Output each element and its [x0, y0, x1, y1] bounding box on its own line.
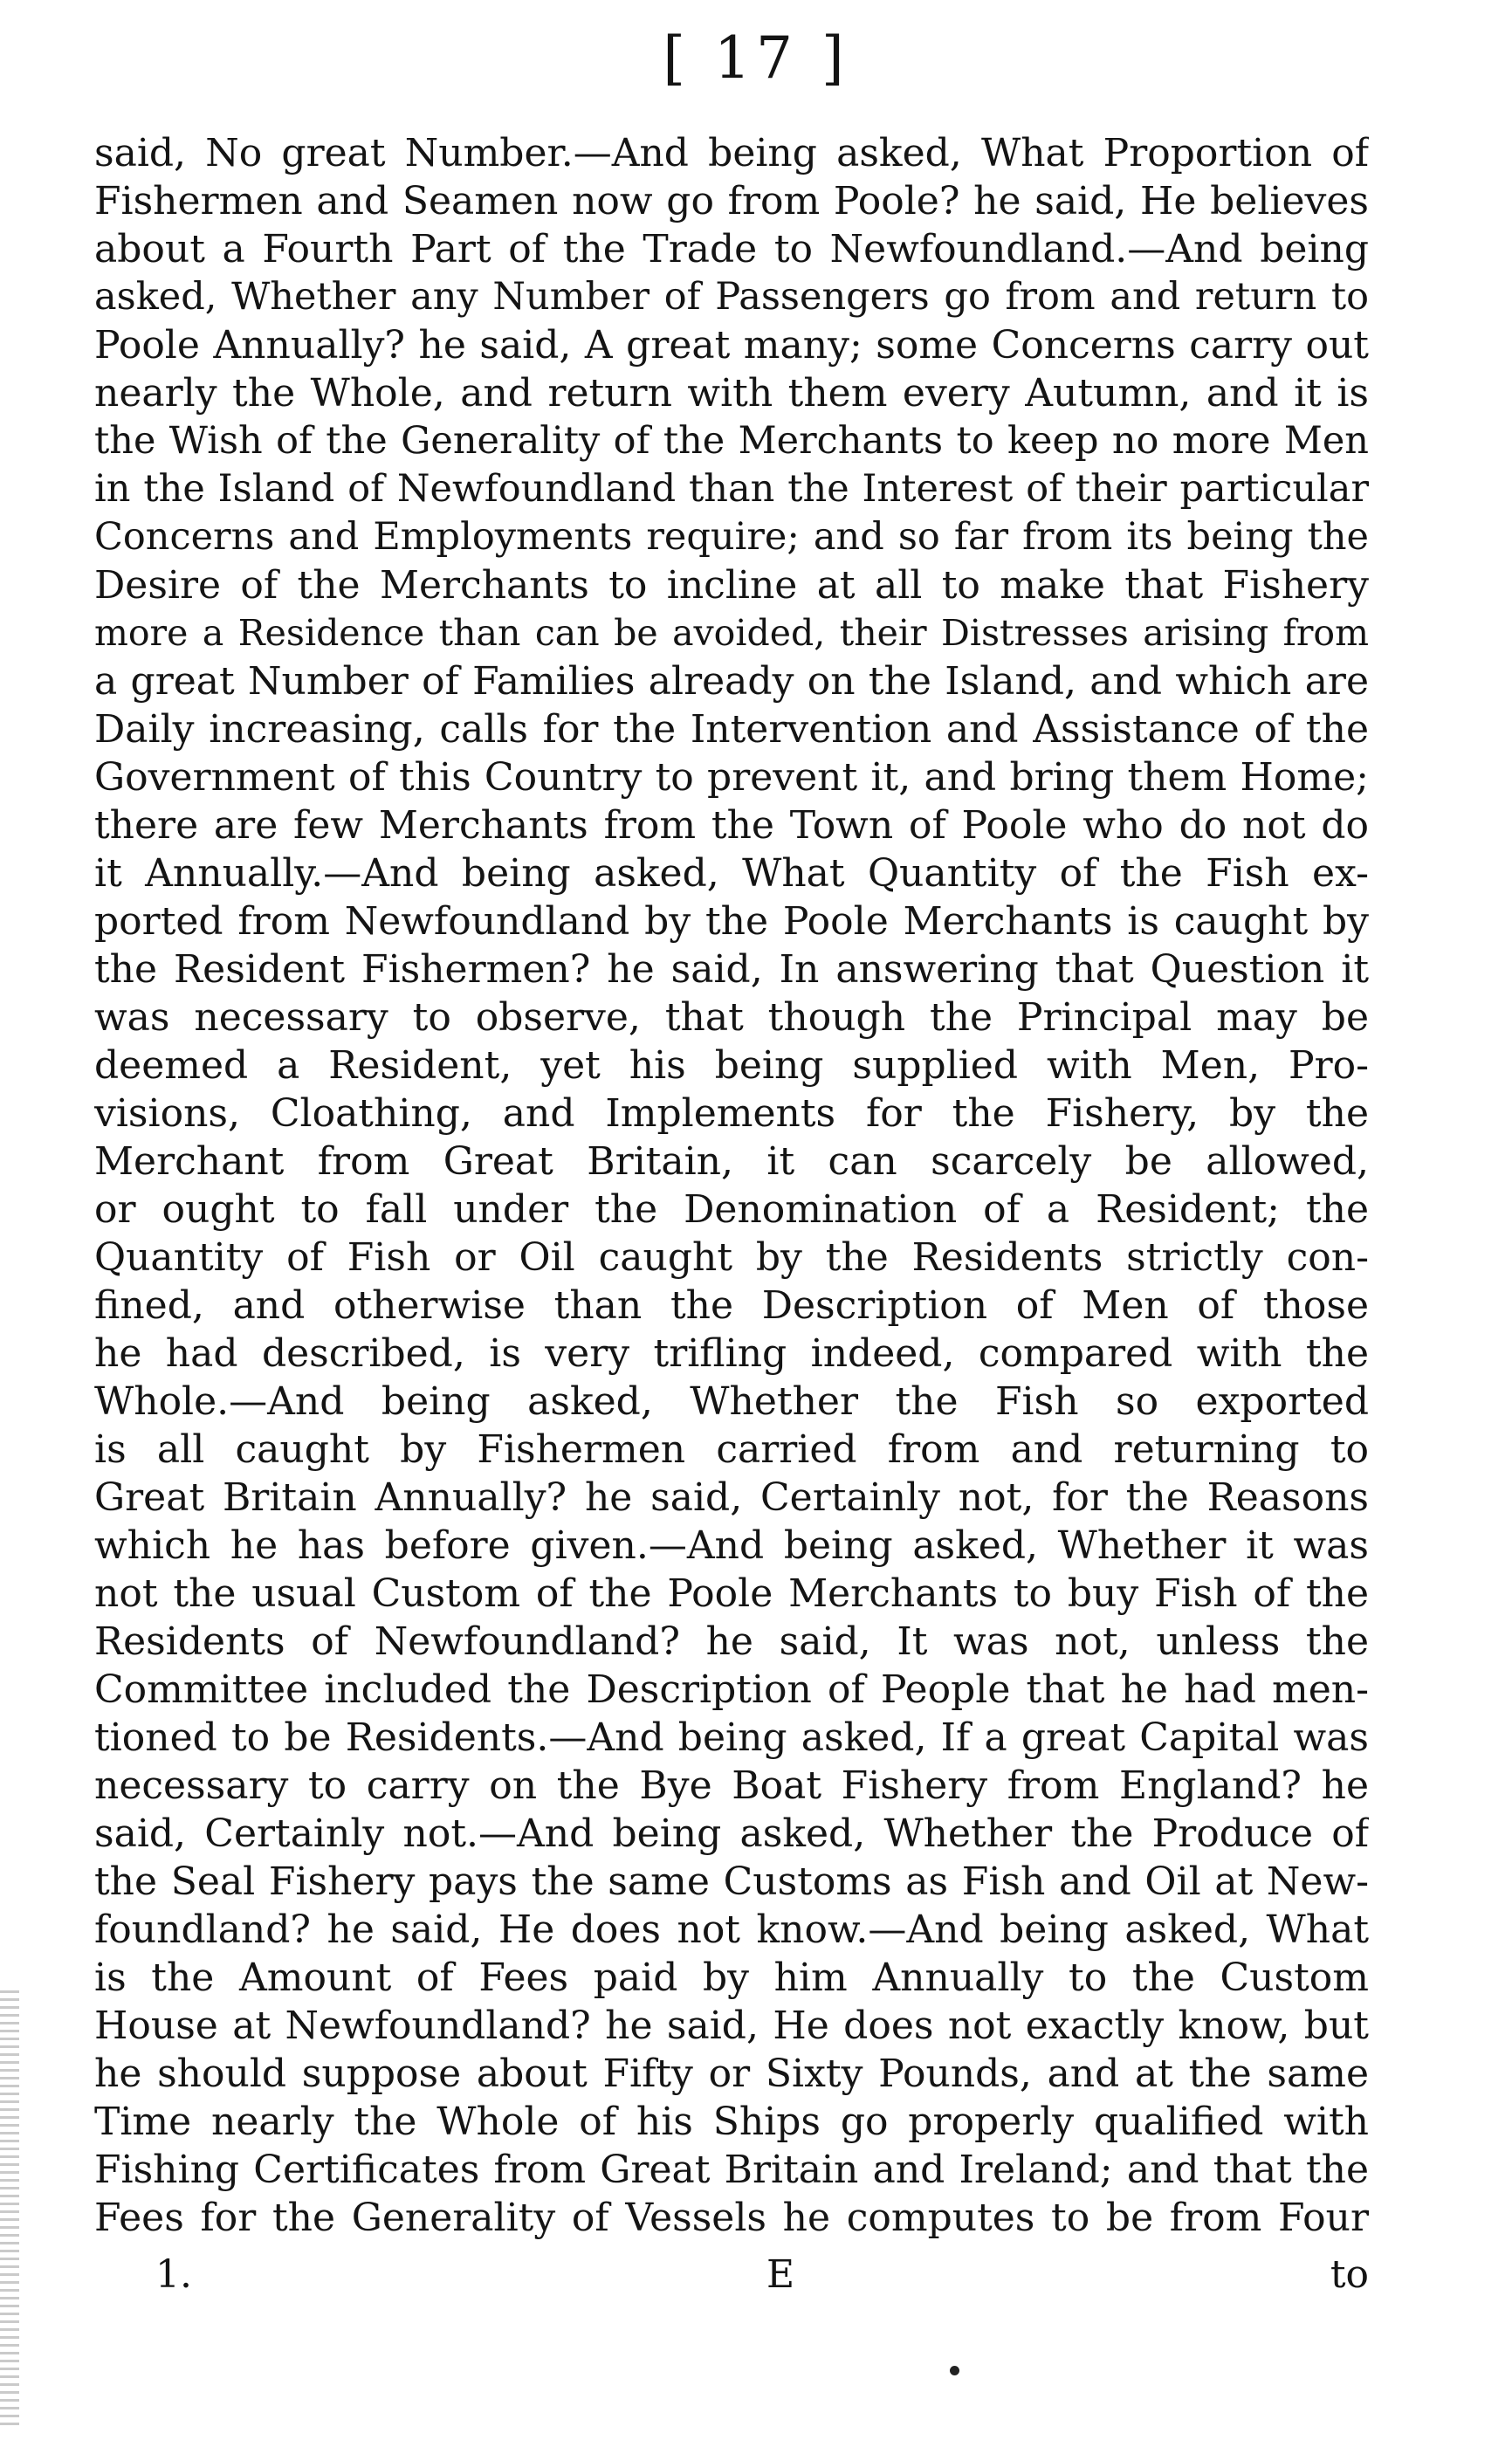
text-line: not the usual Custom of the Poole Merchants to buy Fish of the [94, 1571, 1369, 1616]
text-line: the Wish of the Generality of the Merchants to keep no more Men [94, 419, 1369, 463]
text-line: Desire of the Merchants to incline at all to make that Fishery [94, 563, 1369, 608]
text-line: Fishing Certificates from Great Britain and Ireland; and that the [94, 2148, 1369, 2192]
text-line: Committee included the Description of People that he had men- [94, 1667, 1369, 1712]
text-line: nearly the Whole, and return with them every Autumn, and it is [94, 371, 1369, 416]
text-line: Time nearly the Whole of his Ships go properly qualified with [94, 2100, 1369, 2144]
text-line: Fees for the Generality of Vessels he computes to be from Four [94, 2196, 1369, 2240]
body-text [94, 129, 1369, 2242]
text-line: Residents of Newfoundland? he said, It was not, unless the [94, 1619, 1369, 1664]
text-line: Daily increasing, calls for the Intervention and Assistance of the [94, 707, 1369, 752]
text-line: foundland? he said, He does not know.—And being asked, What [94, 1907, 1369, 1952]
signature-number: 1. [155, 2252, 192, 2297]
text-line: a great Number of Families already on the Island, and which are [94, 659, 1369, 704]
text-line: said, No great Number.—And being asked, What Proportion of [94, 131, 1369, 175]
text-line: House at Newfoundland? he said, He does not exactly know, but [94, 2004, 1369, 2048]
text-line: asked, Whether any Number of Passengers go from and return to [94, 275, 1369, 319]
text-line: the Resident Fishermen? he said, In answering that Question it [94, 947, 1369, 992]
signature-letter: E [766, 2252, 795, 2297]
text-line: was necessary to observe, that though the Principal may be [94, 995, 1369, 1040]
page-number: [ 17 ] [663, 24, 849, 92]
ink-speck [950, 2366, 959, 2375]
text-line: there are few Merchants from the Town of Poole who do not do [94, 803, 1369, 848]
binding-edge-shadow [0, 1990, 19, 2427]
catchword: to [1330, 2252, 1369, 2297]
text-line: fined, and otherwise than the Description of Men of those [94, 1283, 1369, 1328]
text-line: tioned to be Residents.—And being asked, If a great Capital was [94, 1715, 1369, 1760]
text-line: the Seal Fishery pays the same Customs as Fish and Oil at New- [94, 1859, 1369, 1904]
text-line: in the Island of Newfoundland than the Interest of their particular [94, 467, 1369, 511]
text-line: Concerns and Employments require; and so far from its being the [94, 515, 1369, 559]
text-line: visions, Cloathing, and Implements for the Fishery, by the [94, 1091, 1369, 1136]
text-line: it Annually.—And being asked, What Quantity of the Fish ex- [94, 851, 1369, 896]
text-line: is the Amount of Fees paid by him Annually to the Custom [94, 1956, 1369, 2000]
text-line: necessary to carry on the Bye Boat Fishery from England? he [94, 1763, 1369, 1808]
text-line: ported from Newfoundland by the Poole Merchants is caught by [94, 899, 1369, 944]
text-line: Merchant from Great Britain, it can scarcely be allowed, [94, 1139, 1369, 1184]
text-line: Whole.—And being asked, Whether the Fish so exported [94, 1379, 1369, 1424]
text-line: which he has before given.—And being asked, Whether it was [94, 1523, 1369, 1568]
page-footer [94, 2252, 1369, 2305]
text-line: he had described, is very trifling indeed, compared with the [94, 1331, 1369, 1376]
text-line: said, Certainly not.—And being asked, Whether the Produce of [94, 1811, 1369, 1856]
text-line: is all caught by Fishermen carried from and returning to [94, 1427, 1369, 1472]
text-line: deemed a Resident, yet his being supplied with Men, Pro- [94, 1043, 1369, 1088]
text-line: about a Fourth Part of the Trade to Newfoundland.—And being [94, 227, 1369, 272]
text-line: Fishermen and Seamen now go from Poole? he said, He believes [94, 179, 1369, 223]
text-line: or ought to fall under the Denomination of a Resident; the [94, 1187, 1369, 1232]
text-line: Quantity of Fish or Oil caught by the Residents strictly con- [94, 1235, 1369, 1280]
text-line: Poole Annually? he said, A great many; some Concerns carry out [94, 323, 1369, 368]
text-line: Great Britain Annually? he said, Certainly not, for the Reasons [94, 1475, 1369, 1520]
text-line: Government of this Country to prevent it, and bring them Home; [94, 755, 1369, 800]
text-line: more a Residence than can be avoided, their Distresses arising from [94, 612, 1369, 654]
text-line: he should suppose about Fifty or Sixty Pounds, and at the same [94, 2052, 1369, 2096]
